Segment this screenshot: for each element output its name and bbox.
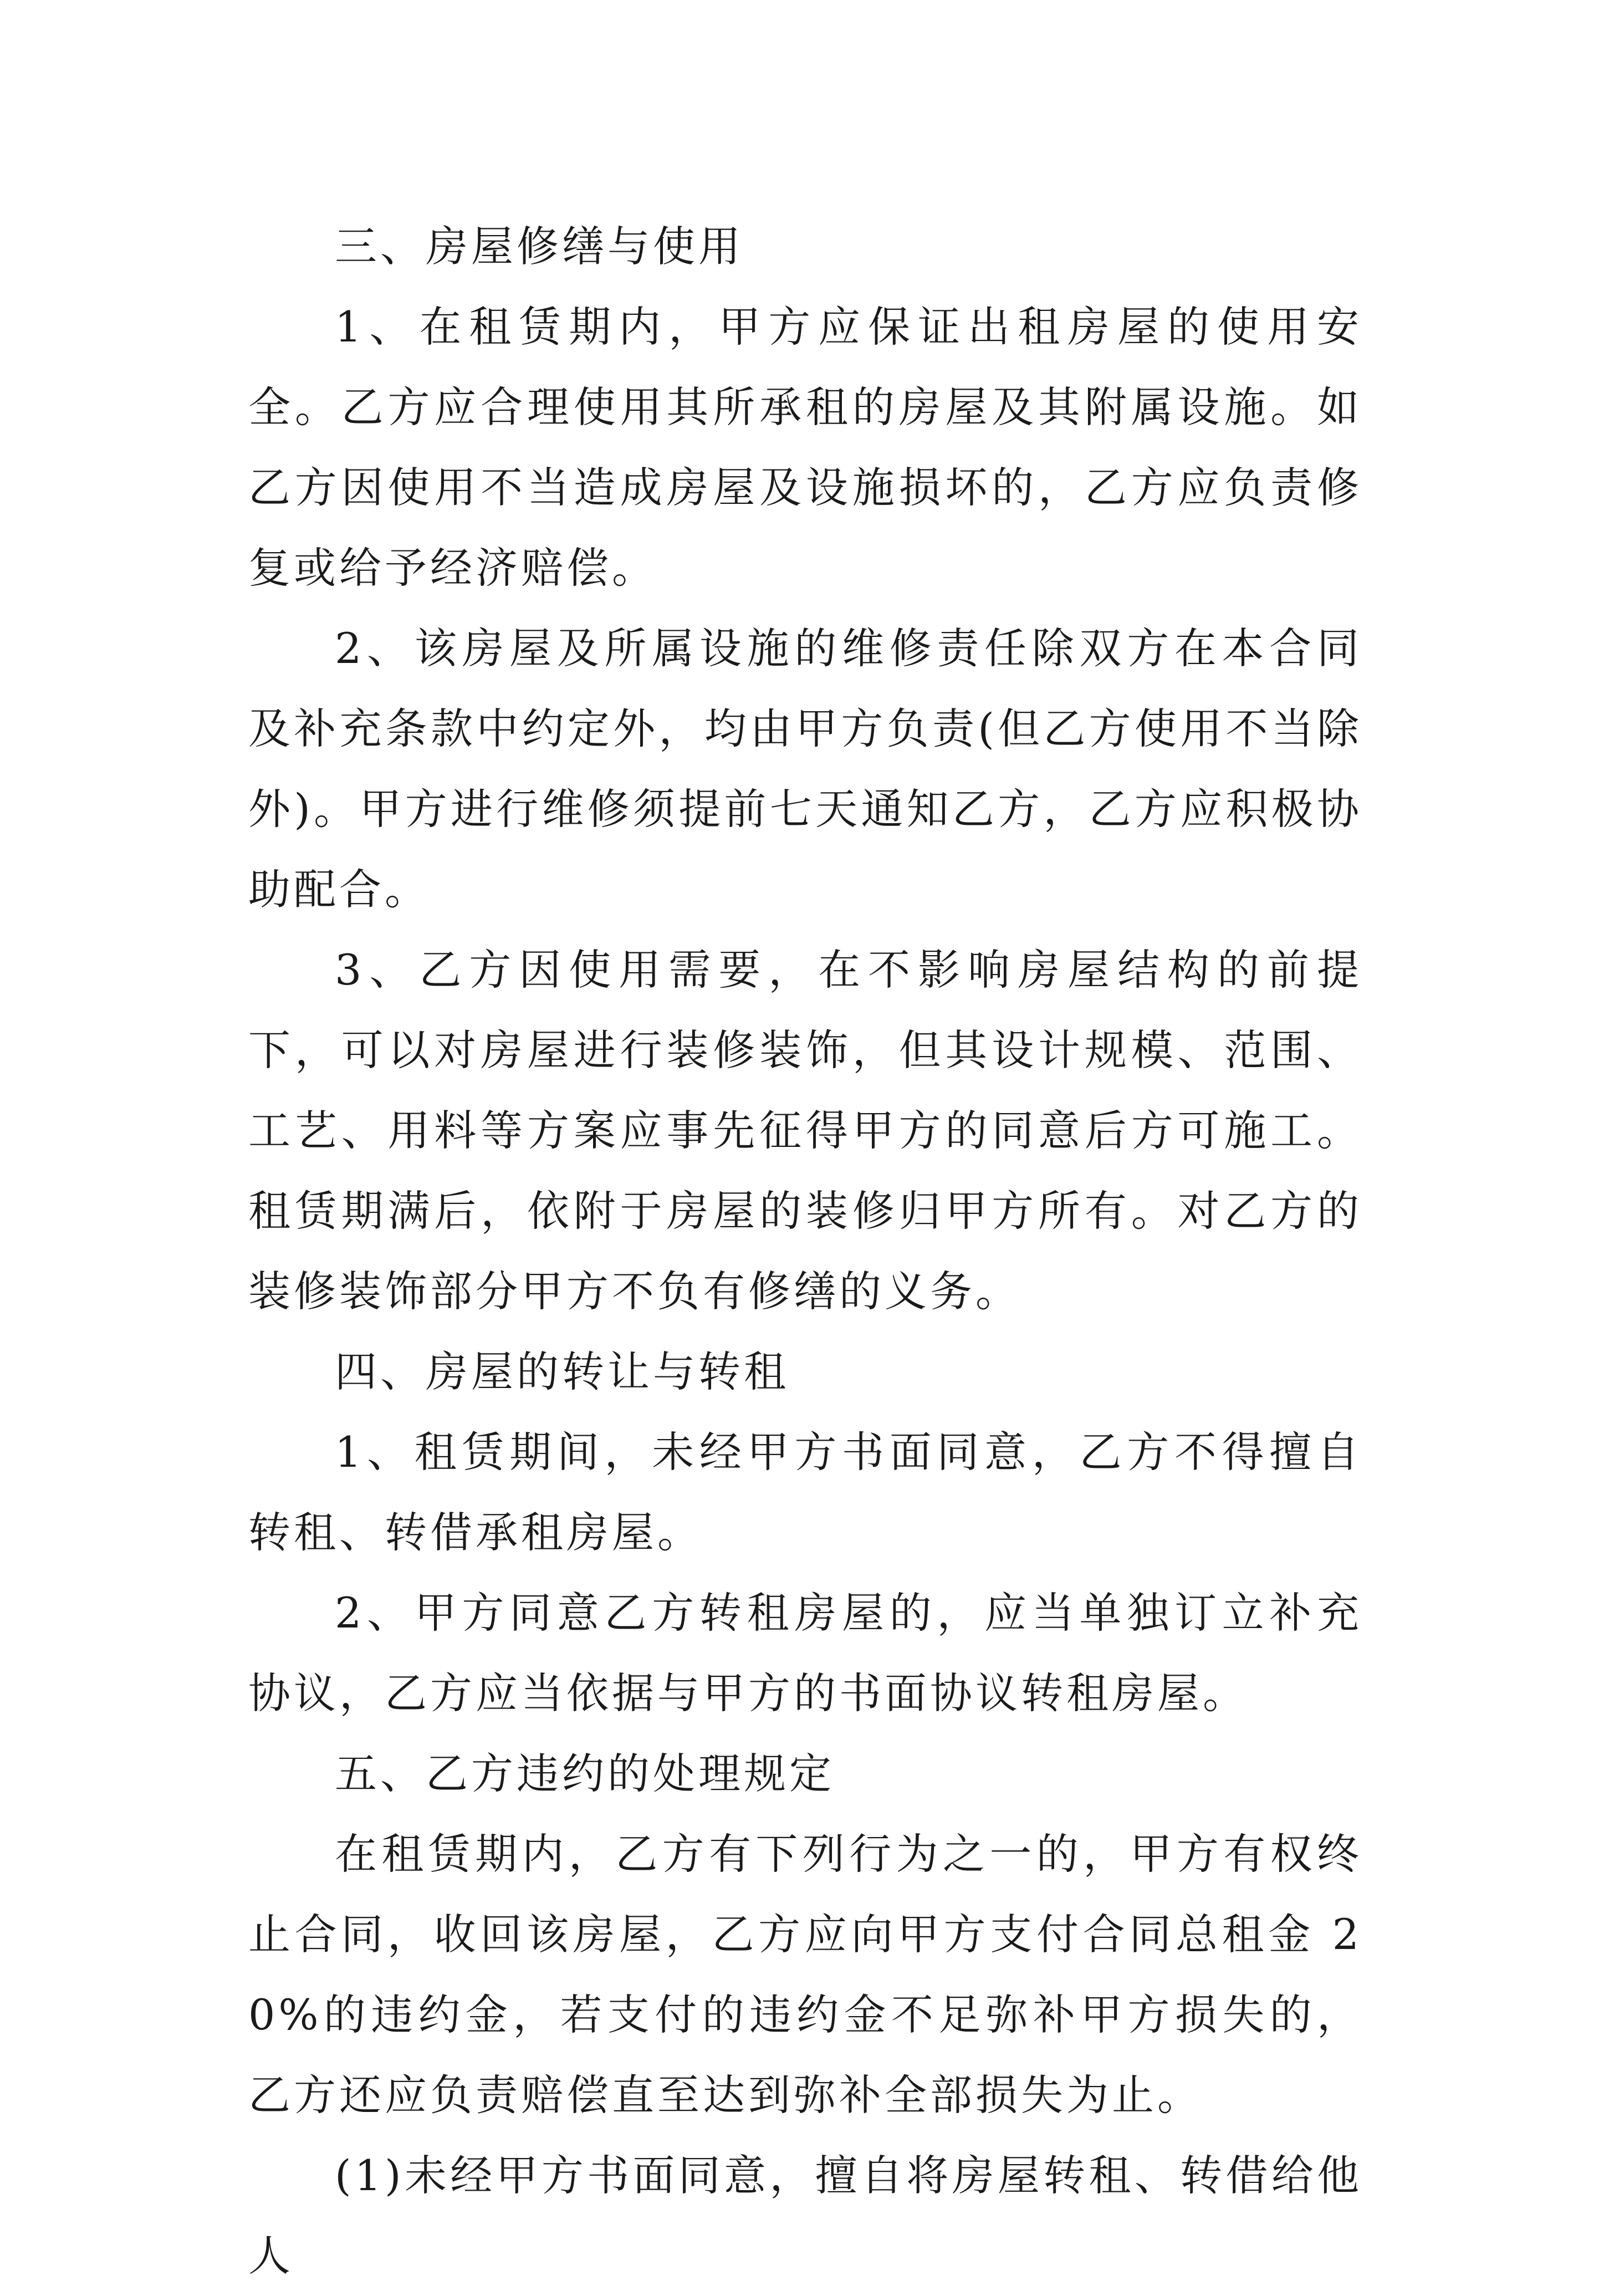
- clause-3-1: 1、在租赁期内，甲方应保证出租房屋的使用安全。乙方应合理使用其所承租的房屋及其附属设施。如乙方因使用不当造成房屋及设施损坏的，乙方应负责修复或给予经济赔偿。: [248, 302, 1362, 593]
- document-body: [248, 206, 1362, 2296]
- section-heading-breach-handling: 五、乙方违约的处理规定: [335, 1749, 835, 1798]
- clause-3-2: 2、该房屋及所属设施的维修责任除双方在本合同及补充条款中约定外，均由甲方负责(但乙方使用不当除外)。甲方进行维修须提前七天通知乙方，乙方应积极协助配合。: [248, 624, 1362, 914]
- clause-3-3: 3、乙方因使用需要，在不影响房屋结构的前提下，可以对房屋进行装修装饰，但其设计规模、范围、工艺、用料等方案应事先征得甲方的同意后方可施工。租赁期满后，依附于房屋的装修归甲方所有。对乙方的装修装饰部分甲方不负有修缮的义务。: [248, 945, 1362, 1316]
- section-heading-transfer-and-sublease: 四、房屋的转让与转租: [335, 1347, 789, 1396]
- clause-4-2: 2、甲方同意乙方转租房屋的，应当单独订立补充协议，乙方应当依据与甲方的书面协议转租房屋。: [248, 1588, 1362, 1718]
- section-heading-repair-and-use: 三、房屋修缮与使用: [335, 222, 744, 271]
- clause-4-1: 1、租赁期间，未经甲方书面同意，乙方不得擅自转租、转借承租房屋。: [248, 1427, 1362, 1557]
- clause-5-item-1: (1)未经甲方书面同意，擅自将房屋转租、转借给他人: [248, 2151, 1362, 2280]
- clause-5-intro: 在租赁期内，乙方有下列行为之一的，甲方有权终止合同，收回该房屋，乙方应向甲方支付合同总租金 20%的违约金，若支付的违约金不足弥补甲方损失的，乙方还应负责赔偿直至达到弥补全部损失为止。: [248, 1829, 1362, 2120]
